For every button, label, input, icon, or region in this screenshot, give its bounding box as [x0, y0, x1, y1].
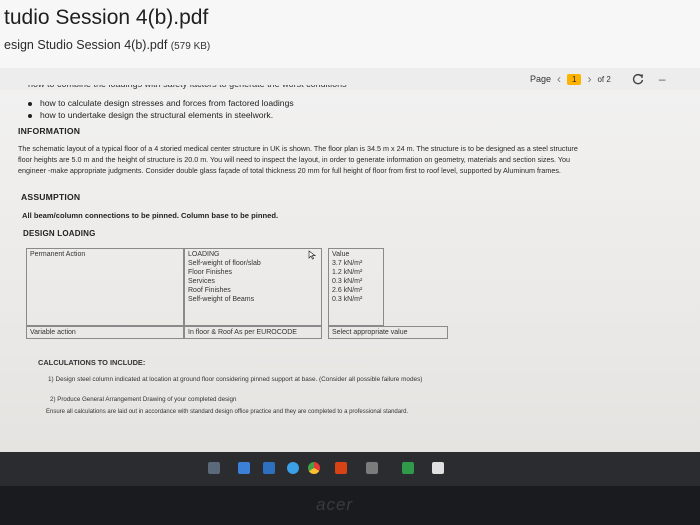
value-item: 2.6 kN/m² [332, 287, 363, 294]
calculation-item: 2) Produce General Arrangement Drawing of your completed design [50, 396, 237, 403]
variable-action-cell [26, 326, 184, 339]
value-item: 0.3 kN/m² [332, 296, 363, 303]
media-icon[interactable] [402, 462, 414, 474]
value-item: 0.3 kN/m² [332, 278, 363, 285]
pdf-page [0, 86, 700, 466]
variable-loading-text: In floor & Roof As per EUROCODE [188, 329, 297, 336]
design-loading-heading: DESIGN LOADING [23, 229, 96, 238]
settings-icon[interactable] [366, 462, 378, 474]
calculation-item: 1) Design steel column indicated at location at ground floor considering pinned support at base. (Consider all possible failure modes) [48, 376, 423, 383]
rotate-icon[interactable] [631, 72, 645, 86]
variable-value-text: Select appropriate value [332, 329, 408, 336]
calculations-heading: CALCULATIONS TO INCLUDE: [38, 358, 146, 367]
information-paragraph [18, 143, 700, 176]
current-page-input[interactable]: 1 [567, 74, 581, 85]
taskbar [0, 452, 700, 486]
file-size: (579 KB) [170, 41, 211, 52]
loading-item: Self-weight of Beams [188, 296, 255, 303]
variable-action-label: Variable action [30, 329, 76, 336]
bullet-text: how to undertake design the structural elements in steelwork. [40, 110, 274, 120]
chrome-icon[interactable] [308, 462, 320, 474]
permanent-action-label: Permanent Action [30, 251, 86, 258]
loading-item: Services [188, 278, 215, 285]
file-title: tudio Session 4(b).pdf [4, 6, 209, 29]
assumption-heading: ASSUMPTION [21, 192, 81, 202]
app-icon[interactable] [335, 462, 347, 474]
value-item: 1.2 kN/m² [332, 269, 363, 276]
bullet-dot [28, 114, 32, 118]
chevron-left-icon[interactable]: ‹ [557, 72, 562, 86]
bullet-item [28, 110, 273, 120]
bullet-dot [28, 102, 32, 106]
chevron-right-icon[interactable]: › [587, 72, 592, 86]
minimize-button[interactable]: – [658, 72, 666, 86]
permanent-action-cell [26, 248, 184, 260]
loading-item: Self-weight of floor/slab [188, 260, 261, 267]
browser-icon[interactable] [287, 462, 299, 474]
mail-icon[interactable] [263, 462, 275, 474]
page-total: of 2 [597, 74, 611, 84]
store-icon[interactable] [238, 462, 250, 474]
value-header: Value [332, 251, 350, 258]
mouse-cursor-icon [308, 250, 316, 260]
loading-header: LOADING [188, 251, 220, 258]
value-cell [328, 248, 384, 326]
permanent-action-spacer [26, 260, 184, 326]
calculations-footer: Ensure all calculations are laid out in accordance with standard design office practice and they are completed to a professional standard. [46, 409, 409, 415]
file-name[interactable]: esign Studio Session 4(b).pdf [4, 38, 168, 52]
assumption-text: All beam/column connections to be pinned. Column base to be pinned. [22, 211, 279, 220]
paragraph-line: floor heights are 5.0 m and the height of structure is 20.0 m. You will need to inspect the layout, in order to generate information on geometry, materials and section sizes. You [18, 155, 571, 164]
paragraph-line: engineer -make appropriate judgments. Consider double glass façade of total thickness 20 mm for full height of floor from first to roof level, supported by Aluminum frames. [18, 166, 561, 175]
acer-logo: acer [316, 495, 354, 514]
email-attachment-header [0, 0, 700, 68]
loading-item: Floor Finishes [188, 269, 232, 276]
value-item: 3.7 kN/m² [332, 260, 363, 267]
explorer-icon[interactable] [208, 462, 220, 474]
information-heading: INFORMATION [18, 126, 81, 136]
bullet-text: how to calculate design stresses and forces from factored loadings [40, 98, 294, 108]
loading-cell [184, 248, 322, 326]
variable-value-cell [328, 326, 448, 339]
bullet-item [28, 98, 294, 108]
paragraph-line: The schematic layout of a typical floor of a 4 storied medical center structure in UK is shown. The floor plan is 34.5 m x 24 m. The structure is to be designed as a steel structure [18, 144, 578, 153]
office-icon[interactable] [432, 462, 444, 474]
loading-item: Roof Finishes [188, 287, 231, 294]
variable-loading-cell [184, 326, 322, 339]
page-label: Page [530, 74, 552, 84]
file-subtitle[interactable] [4, 38, 210, 52]
